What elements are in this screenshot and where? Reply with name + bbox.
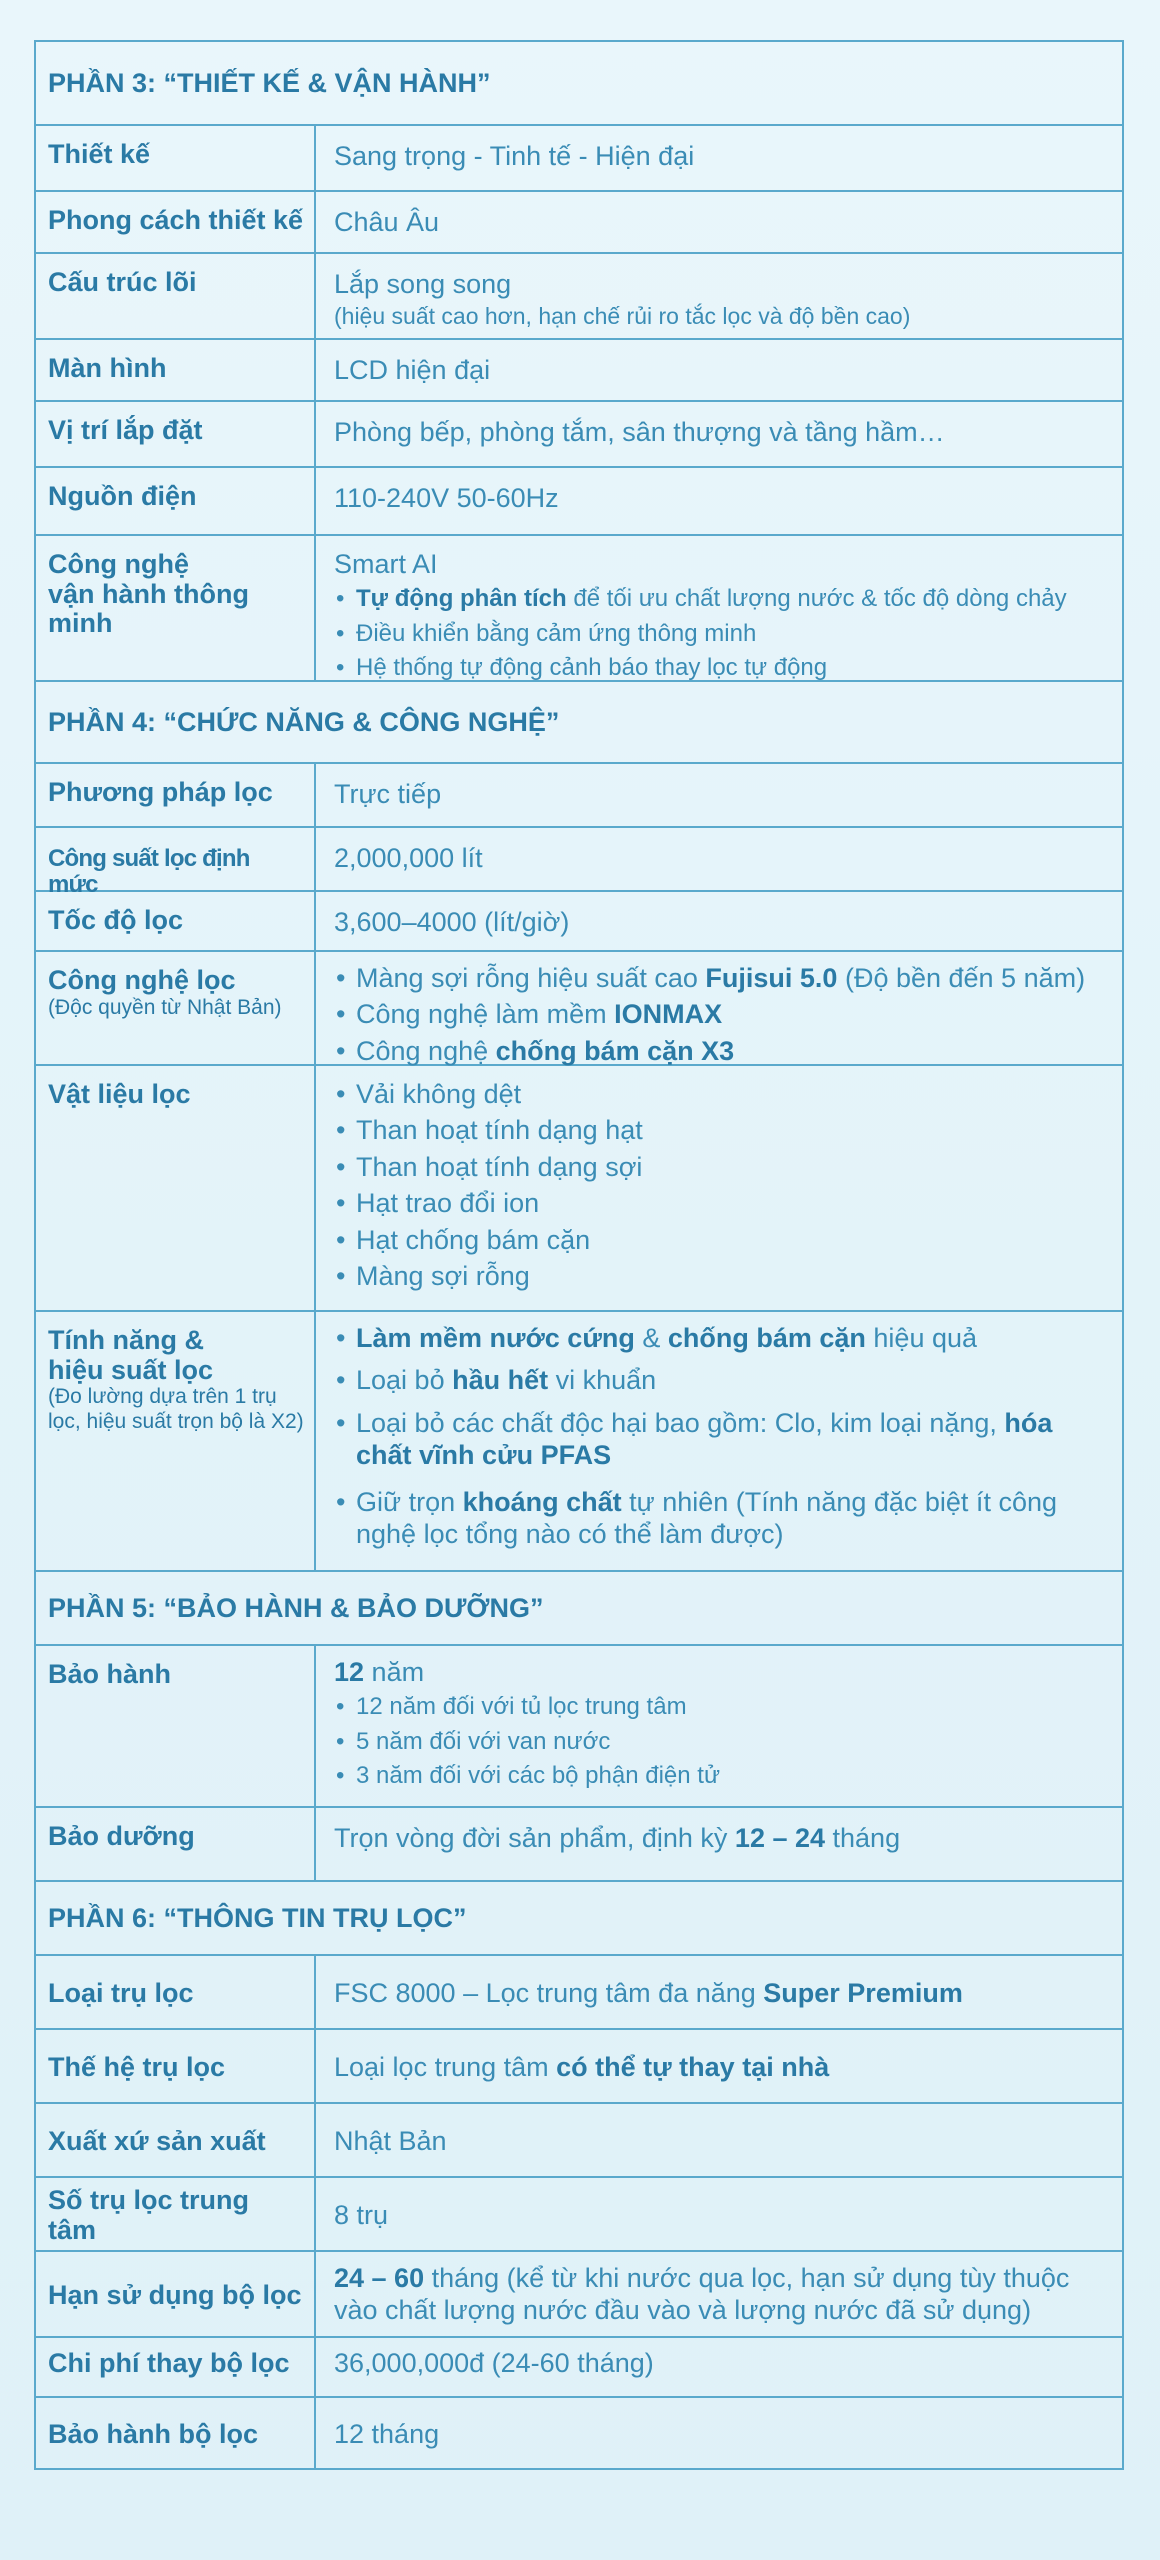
row-label: Cấu trúc lõi [36,254,316,338]
row-label [36,952,316,1064]
spec-row-bao-hanh-bo-loc [36,2398,1122,2470]
list-item: • Làm mềm nước cứng & chống bám cặn hiệu quả [334,1322,1110,1354]
row-label: Bảo dưỡng [36,1808,316,1880]
list-item: • Màng sợi rỗng hiệu suất cao Fujisui 5.0 (Độ bền đến 5 năm) [334,960,1110,996]
list-item: • Loại bỏ các chất độc hại bao gồm: Clo, kim loại nặng, hóa chất vĩnh cửu PFAS [334,1407,1110,1472]
label-line-1: Tính năng & [48,1325,204,1355]
row-label: Vị trí lắp đặt [36,402,316,466]
row-value: Nhật Bản [334,2126,447,2157]
spec-row-nguon-dien [36,468,1122,536]
row-value: 36,000,000đ (24-60 tháng) [334,2348,654,2379]
spec-row-thiet-ke [36,126,1122,192]
list-item: • 12 năm đối với tủ lọc trung tâm [334,1690,1110,1725]
row-label: Số trụ lọc trung tâm [36,2178,316,2250]
list-item: • Than hoạt tính dạng sợi [334,1149,1110,1185]
list-item: • Giữ trọn khoáng chất tự nhiên (Tính năng đặc biệt ít công nghệ lọc tổng nào có thể làm được) [334,1486,1110,1551]
value-main: Smart AI [334,549,438,579]
spec-table [34,40,1124,2470]
row-value: 8 trụ [334,2200,389,2231]
spec-row-cong-nghe-van-hanh [36,536,1122,682]
label-main: Công nghệ lọc [48,965,236,995]
list-item: • Hạt trao đổi ion [334,1185,1110,1221]
section-title-6: PHẦN 6: “THÔNG TIN TRỤ LỌC” [36,1882,1122,1956]
list-item: • Tự động phân tích để tối ưu chất lượng nước & tốc độ dòng chảy [334,582,1110,617]
row-value: 110-240V 50-60Hz [334,483,559,513]
label-sub: (Đo lường dựa trên 1 trụ lọc, hiệu suất trọn bộ là X2) [48,1385,304,1433]
row-value: Loại lọc trung tâm có thể tự thay tại nhà [334,2052,830,2083]
label-sub: (Độc quyền từ Nhật Bản) [48,995,282,1019]
value-note: (hiệu suất cao hơn, hạn chế rủi ro tắc lọc và độ bền cao) [334,302,911,329]
list-item: • Hệ thống tự động cảnh báo thay lọc tự động [334,651,1110,686]
list-item: • Loại bỏ hầu hết vi khuẩn [334,1364,1110,1396]
row-label: Chi phí thay bộ lọc [36,2338,316,2396]
section-title-3: PHẦN 3: “THIẾT KẾ & VẬN HÀNH” [36,42,1122,126]
spec-row-tinh-nang [36,1312,1122,1572]
row-label: Phong cách thiết kế [36,192,316,252]
label-line-1: Công nghệ [48,549,189,579]
section-title-4: PHẦN 4: “CHỨC NĂNG & CÔNG NGHỆ” [36,682,1122,764]
bullet-list [334,1322,1110,1550]
list-item: • Hạt chống bám cặn [334,1222,1110,1258]
spec-row-so-tru [36,2178,1122,2252]
list-item: • Màng sợi rỗng [334,1258,1110,1294]
row-value: 2,000,000 lít [334,843,483,873]
spec-row-bao-hanh [36,1646,1122,1808]
spec-row-loai-tru [36,1956,1122,2030]
label-line-2: vận hành thông minh [48,578,249,639]
spec-row-man-hinh [36,340,1122,402]
row-label: Tốc độ lọc [36,892,316,950]
row-value: Châu Âu [334,207,440,237]
row-label: Phương pháp lọc [36,764,316,826]
spec-row-bao-duong [36,1808,1122,1882]
list-item: • Vải không dệt [334,1076,1110,1112]
row-label: Vật liệu lọc [36,1066,316,1310]
row-value: Trực tiếp [334,779,442,809]
row-value: Phòng bếp, phòng tắm, sân thượng và tầng hầm… [334,417,945,447]
bullet-list [334,1076,1110,1295]
spec-row-phong-cach [36,192,1122,254]
row-value [316,952,1122,1064]
row-label: Công suất lọc định mức [36,828,316,890]
spec-row-phuong-phap [36,764,1122,828]
list-item: • 3 năm đối với các bộ phận điện tử [334,1759,1110,1794]
spec-row-cong-nghe-loc [36,952,1122,1066]
bullet-list [334,960,1110,1069]
row-value: 3,600–4000 (lít/giờ) [334,907,570,937]
bullet-list [334,1690,1110,1794]
list-item: • Công nghệ chống bám cặn X3 [334,1033,1110,1069]
row-value [316,254,1122,338]
row-value [316,1646,1122,1806]
row-value: Trọn vòng đời sản phẩm, định kỳ 12 – 24 tháng [334,1823,901,1853]
row-label [36,536,316,680]
row-value: LCD hiện đại [334,355,491,385]
spec-row-the-he [36,2030,1122,2104]
section-title-5: PHẦN 5: “BẢO HÀNH & BẢO DƯỠNG” [36,1572,1122,1646]
list-item: • Điều khiển bằng cảm ứng thông minh [334,617,1110,652]
list-item: • 5 năm đối với van nước [334,1725,1110,1760]
label-line-2: hiệu suất lọc [48,1354,214,1385]
row-label: Bảo hành [36,1646,316,1806]
spec-row-xuat-xu [36,2104,1122,2178]
row-label: Hạn sử dụng bộ lọc [36,2252,316,2336]
row-value: 12 tháng [334,2419,440,2450]
row-label: Màn hình [36,340,316,400]
row-label: Thiết kế [36,126,316,190]
row-value [316,1066,1122,1310]
row-label [36,1312,316,1570]
row-value: Sang trọng - Tinh tế - Hiện đại [334,141,695,171]
row-value: 24 – 60 tháng (kể từ khi nước qua lọc, hạn sử dụng tùy thuộc vào chất lượng nước đầu vào và lượng nước đã sử dụng) [334,2262,1070,2325]
row-label: Loại trụ lọc [36,1956,316,2028]
row-label: Thế hệ trụ lọc [36,2030,316,2102]
bullet-list [334,582,1110,686]
list-item: • Công nghệ làm mềm IONMAX [334,996,1110,1032]
spec-row-toc-do [36,892,1122,952]
value-main: Lắp song song [334,269,512,299]
row-label: Bảo hành bộ lọc [36,2398,316,2468]
list-item: • Than hoạt tính dạng hạt [334,1112,1110,1148]
row-value [316,1312,1122,1570]
row-value: FSC 8000 – Lọc trung tâm đa năng Super Premium [334,1978,963,2009]
value-main: 12 năm [334,1657,425,1687]
row-label: Nguồn điện [36,468,316,534]
spec-row-chi-phi [36,2338,1122,2398]
spec-row-han-su-dung [36,2252,1122,2338]
spec-row-cong-suat [36,828,1122,899]
spec-row-vat-lieu [36,1066,1122,1312]
spec-row-vi-tri [36,402,1122,468]
spec-row-cau-truc [36,254,1122,340]
row-label: Xuất xứ sản xuất [36,2104,316,2176]
row-value [316,536,1122,680]
